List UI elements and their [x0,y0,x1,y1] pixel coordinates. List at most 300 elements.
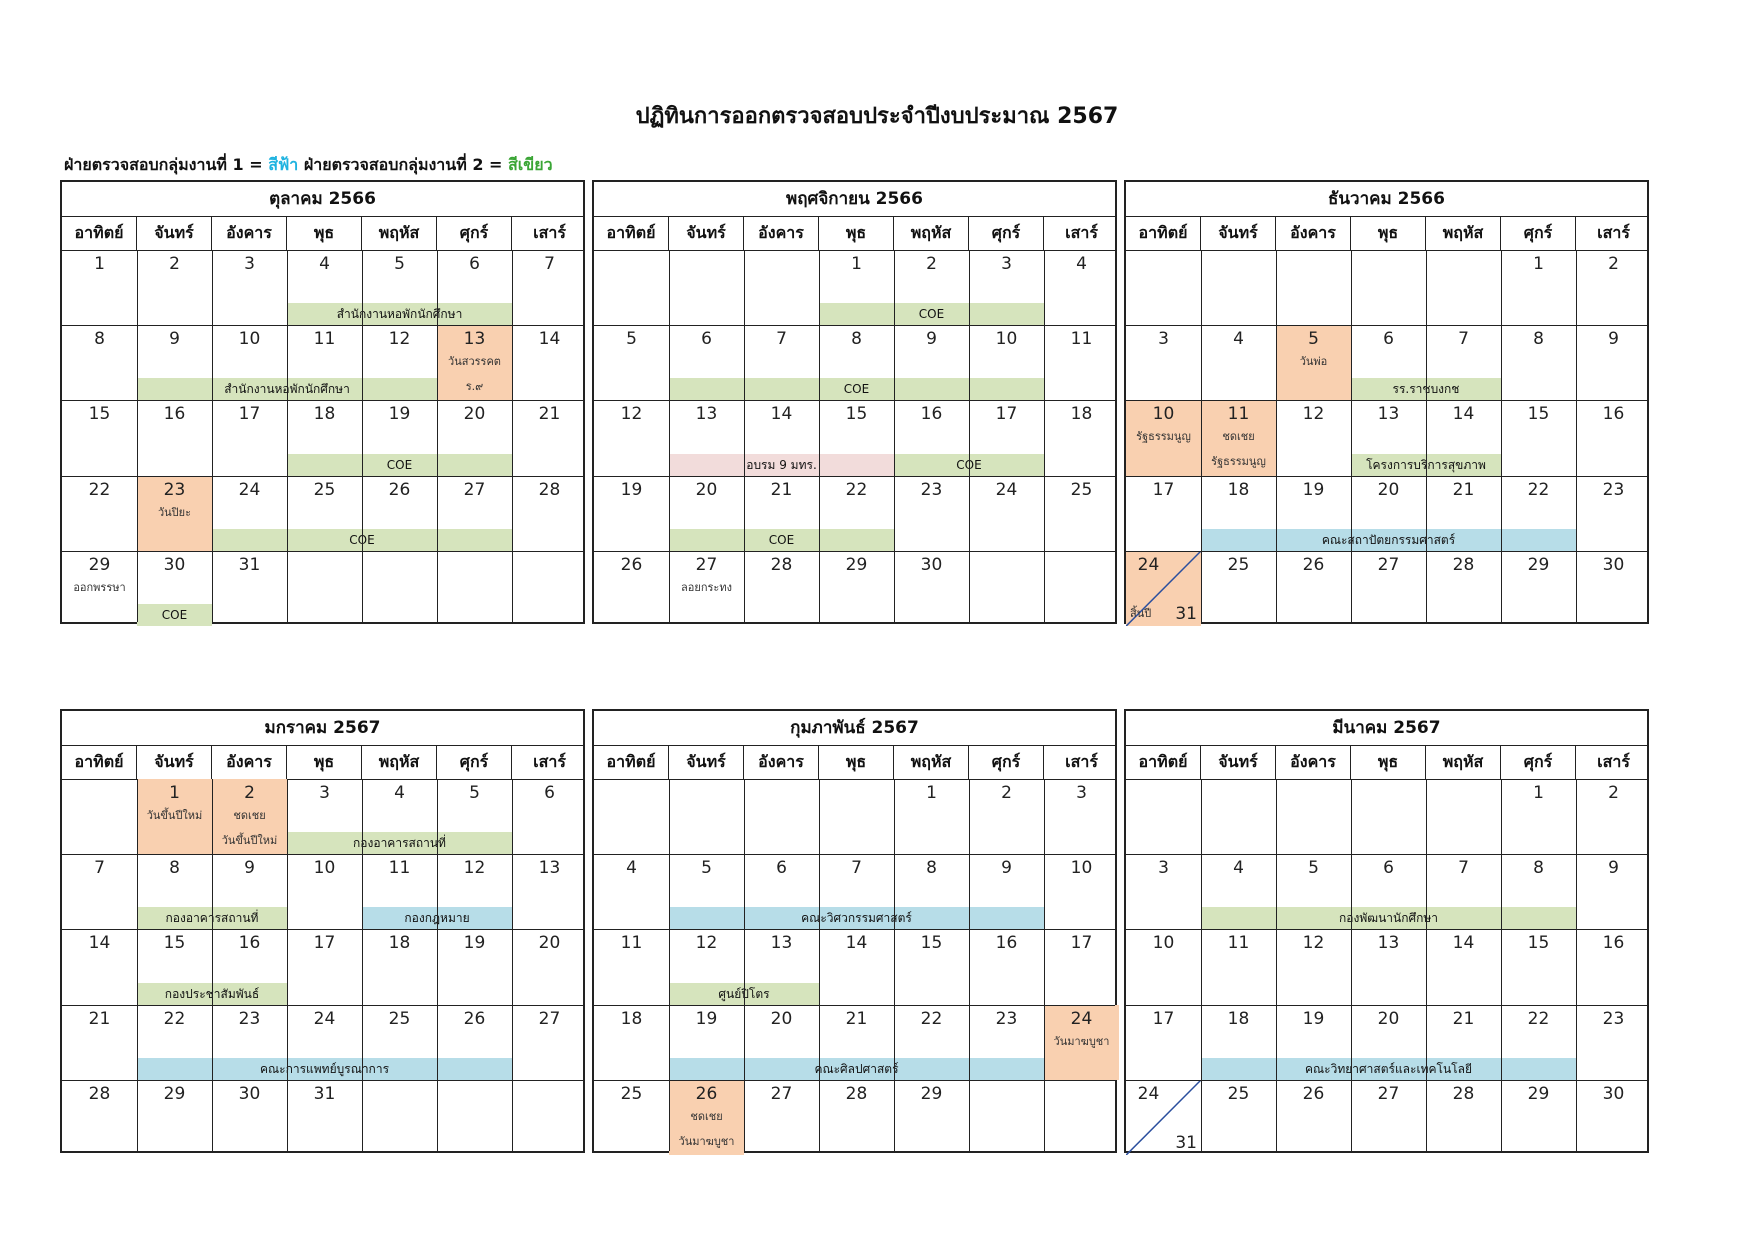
grid-line [62,1080,583,1081]
day-number: 14 [770,404,793,425]
day-cell[interactable] [287,1080,362,1155]
event-bar[interactable]: COE [669,529,894,551]
day-cell[interactable] [594,779,669,854]
day-cell[interactable] [594,325,669,400]
day-cell[interactable] [137,779,212,854]
weekday-label: พุธ [287,216,362,250]
weekday-label: พุธ [1351,745,1426,779]
day-cell[interactable] [1501,325,1576,400]
grid-line [1126,1005,1647,1006]
day-number: 26 [463,1008,486,1029]
day-number: 19 [463,933,486,954]
day-cell[interactable] [1201,551,1276,626]
day-cell[interactable] [1126,779,1201,854]
day-number: 29 [163,1083,186,1104]
day-cell[interactable] [1426,779,1501,854]
day-cell[interactable] [1576,854,1651,929]
day-cell[interactable] [362,929,437,1004]
day-number-secondary: 31 [1175,603,1197,624]
legend-green-label: สีเขียว [508,155,553,174]
day-cell[interactable] [969,551,1044,626]
day-cell[interactable] [894,476,969,551]
day-cell[interactable] [744,1080,819,1155]
day-number: 27 [463,479,486,500]
month-title: กุมภาพันธ์ 2567 [594,711,1115,746]
day-cell[interactable] [1044,476,1119,551]
day-number: 7 [1458,858,1469,879]
event-bar[interactable]: COE [819,303,1044,325]
month-title: มีนาคม 2567 [1126,711,1647,746]
day-cell[interactable] [1276,1080,1351,1155]
grid-line [212,779,213,1151]
day-cell[interactable] [212,551,287,626]
holiday-note: ชดเชย [233,809,266,822]
event-bar[interactable]: คณะวิศวกรรมศาสตร์ [669,907,1044,929]
weekday-label: อาทิตย์ [594,216,669,250]
event-bar[interactable]: คณะศิลปศาสตร์ [669,1058,1044,1080]
day-number: 24 [1137,1083,1160,1104]
day-cell[interactable] [1576,400,1651,475]
day-cell[interactable] [1426,1080,1501,1155]
day-cell[interactable] [1126,1005,1201,1080]
day-cell[interactable] [1426,551,1501,626]
day-number: 22 [1527,1008,1550,1029]
day-number: 24 [313,1008,336,1029]
day-number: 24 [238,479,261,500]
grid-line [669,250,670,622]
event-bar[interactable]: COE [669,378,1044,400]
weekday-header-row [62,216,583,251]
holiday-note: วันพ่อ [1299,355,1328,369]
day-cell[interactable] [1201,250,1276,325]
day-number: 25 [1070,479,1093,500]
event-bar[interactable]: COE [137,604,212,626]
day-cell[interactable] [1044,1005,1119,1080]
day-cell[interactable] [287,929,362,1004]
weekday-label: จันทร์ [669,216,744,250]
day-cell[interactable] [137,400,212,475]
weekday-label: เสาร์ [1065,223,1098,242]
legend-group-2-label: ฝ่ายตรวจสอบกลุ่มงานที่ 2 = [298,155,509,174]
day-cell[interactable] [437,1080,512,1155]
grid-line [62,854,583,855]
grid-line [1126,325,1647,326]
day-number: 24 [1137,554,1160,575]
day-number: 24 [1070,1008,1093,1029]
day-cell[interactable] [1126,551,1201,626]
grid-line [594,854,1115,855]
day-number: 21 [538,404,561,425]
day-cell[interactable] [594,250,669,325]
holiday-note: รัฐธรรมนูญ [1136,430,1191,444]
day-cell[interactable] [1276,779,1351,854]
day-cell[interactable] [1126,929,1201,1004]
day-number: 25 [620,1083,643,1104]
grid-line [1126,1080,1647,1081]
day-cell[interactable] [1501,400,1576,475]
day-number: 15 [920,933,943,954]
day-cell[interactable] [1576,1080,1651,1155]
day-cell[interactable] [287,854,362,929]
day-number: 6 [701,329,712,350]
day-number: 3 [319,783,330,803]
day-cell[interactable] [1576,1005,1651,1080]
event-bar[interactable]: โครงการบริการสุขภาพ [1351,454,1501,476]
day-number-secondary: 31 [1175,1132,1197,1153]
grid-line [62,1005,583,1006]
event-bar[interactable]: คณะวิทยาศาสตร์และเทคโนโลยี [1201,1058,1576,1080]
grid-line [362,779,363,1151]
day-number: 15 [88,404,111,425]
weekday-label: อังคาร [744,216,819,250]
day-cell[interactable] [62,400,137,475]
day-cell[interactable] [512,325,587,400]
day-number: 19 [695,1008,718,1029]
day-number: 18 [1227,1008,1250,1029]
grid-line [669,779,670,1151]
weekday-label: เสาร์ [533,223,566,242]
day-cell[interactable] [1351,551,1426,626]
day-cell[interactable] [137,250,212,325]
holiday-note: วันมาฆบูชา [678,1134,735,1148]
grid-line [62,551,583,552]
day-number: 25 [1227,554,1250,575]
day-number: 4 [626,858,637,879]
day-grid [62,250,583,622]
day-number: 3 [244,254,255,274]
event-bar[interactable]: อบรม 9 มทร. [669,454,894,476]
day-cell[interactable] [1576,325,1651,400]
day-number: 19 [620,479,643,500]
day-cell[interactable] [894,1080,969,1155]
day-cell[interactable] [744,551,819,626]
day-number: 15 [845,404,868,425]
day-cell[interactable] [969,1080,1044,1155]
day-number: 14 [538,329,561,350]
day-number: 14 [1452,933,1475,954]
day-cell[interactable] [819,1080,894,1155]
day-cell[interactable] [62,1080,137,1155]
day-number: 3 [1158,858,1169,879]
day-cell[interactable] [212,1080,287,1155]
day-cell[interactable] [1501,929,1576,1004]
day-cell[interactable] [1576,779,1651,854]
day-cell[interactable] [1351,250,1426,325]
event-bar[interactable]: กองประชาสัมพันธ์ [137,983,287,1005]
event-bar[interactable]: กองอาคารสถานที่ [137,907,287,929]
grid-line [819,779,820,1151]
weekday-label: ศุกร์ [437,745,512,779]
day-cell[interactable] [1276,929,1351,1004]
day-number: 17 [238,404,261,425]
holiday-note: ชดเชย [1222,430,1255,444]
day-cell[interactable] [1126,1080,1201,1155]
day-note: ออกพรรษา [73,580,126,594]
month-calendar [1124,709,1649,1153]
day-cell[interactable] [62,325,137,400]
day-cell[interactable] [1201,779,1276,854]
day-number: 9 [1608,858,1619,879]
day-number: 26 [1302,1083,1325,1104]
day-cell[interactable] [969,476,1044,551]
day-number: 21 [1452,1008,1475,1029]
day-cell[interactable] [594,1005,669,1080]
day-number: 4 [1233,329,1244,350]
day-cell[interactable] [1501,551,1576,626]
day-cell[interactable] [362,1080,437,1155]
grid-line [1426,779,1427,1151]
day-cell[interactable] [437,551,512,626]
day-cell[interactable] [62,250,137,325]
day-number: 25 [1227,1083,1250,1104]
grid-line [744,250,745,622]
day-cell[interactable] [744,250,819,325]
day-number: 26 [695,1083,718,1104]
day-cell[interactable] [594,1080,669,1155]
day-number: 7 [776,329,787,350]
day-cell[interactable] [1576,929,1651,1004]
day-cell[interactable] [1126,400,1201,475]
day-number: 2 [244,783,255,803]
day-cell[interactable] [819,551,894,626]
day-cell[interactable] [1351,1080,1426,1155]
day-cell[interactable] [212,250,287,325]
event-bar[interactable]: คณะการแพทย์บูรณาการ [137,1058,512,1080]
day-cell[interactable] [894,929,969,1004]
day-cell[interactable] [669,779,744,854]
day-number: 12 [463,858,486,879]
day-number: 10 [238,329,261,350]
day-number: 25 [313,479,336,500]
day-cell[interactable] [62,854,137,929]
day-number: 13 [1377,404,1400,425]
day-number: 20 [1377,479,1400,500]
day-cell[interactable] [1044,779,1119,854]
day-number: 7 [94,858,105,879]
weekday-label: เสาร์ [533,752,566,771]
day-cell[interactable] [62,779,137,854]
grid-line [437,250,438,622]
grid-line [362,250,363,622]
day-cell[interactable] [744,779,819,854]
day-number: 6 [1383,858,1394,879]
day-number: 9 [1608,329,1619,350]
weekday-label: อาทิตย์ [62,216,137,250]
day-cell[interactable] [969,929,1044,1004]
grid-line [1126,551,1647,552]
day-cell[interactable] [512,476,587,551]
day-cell[interactable] [1044,1080,1119,1155]
day-number: 11 [1227,933,1250,954]
day-cell[interactable] [1426,250,1501,325]
day-cell[interactable] [1576,551,1651,626]
grid-line [894,779,895,1151]
day-number: 20 [770,1008,793,1029]
grid-line [1501,250,1502,622]
day-cell[interactable] [512,779,587,854]
day-number: 9 [926,329,937,350]
event-bar[interactable]: COE [894,454,1044,476]
day-cell[interactable] [1576,250,1651,325]
day-number: 4 [1076,254,1087,274]
day-cell[interactable] [894,779,969,854]
day-cell[interactable] [1044,325,1119,400]
day-number: 27 [1377,554,1400,575]
day-cell[interactable] [1276,250,1351,325]
day-cell[interactable] [819,779,894,854]
day-number: 28 [1452,1083,1475,1104]
day-number: 18 [1227,479,1250,500]
weekday-label: พุธ [819,216,894,250]
day-number: 11 [313,329,336,350]
day-cell[interactable] [594,551,669,626]
grid-line [212,250,213,622]
day-cell[interactable] [1126,476,1201,551]
day-number: 16 [1602,404,1625,425]
event-bar[interactable]: สำนักงานหอพักนักศึกษา [287,303,512,325]
weekday-header-row [1126,745,1647,780]
day-number: 23 [995,1008,1018,1029]
day-number: 9 [169,329,180,350]
day-cell[interactable] [1201,325,1276,400]
weekday-label: ศุกร์ [969,745,1044,779]
day-cell[interactable] [1501,1080,1576,1155]
day-cell[interactable] [669,1080,744,1155]
day-number: 16 [238,933,261,954]
day-cell[interactable] [512,400,587,475]
day-cell[interactable] [1126,325,1201,400]
day-number: 17 [1152,479,1175,500]
day-cell[interactable] [62,551,137,626]
day-cell[interactable] [1501,779,1576,854]
day-cell[interactable] [512,929,587,1004]
day-cell[interactable] [1044,250,1119,325]
day-cell[interactable] [62,1005,137,1080]
day-number: 16 [995,933,1018,954]
day-cell[interactable] [1044,854,1119,929]
day-cell[interactable] [1501,250,1576,325]
day-grid [1126,779,1647,1151]
day-cell[interactable] [1276,400,1351,475]
day-cell[interactable] [212,779,287,854]
day-cell[interactable] [62,929,137,1004]
event-bar[interactable]: COE [212,529,512,551]
day-cell[interactable] [1044,551,1119,626]
grid-line [1276,779,1277,1151]
weekday-label: อังคาร [1276,216,1351,250]
day-cell[interactable] [1201,929,1276,1004]
day-cell[interactable] [512,1005,587,1080]
event-bar[interactable]: สำนักงานหอพักนักศึกษา [137,378,437,400]
day-number: 7 [1458,329,1469,350]
event-bar[interactable]: กองพัฒนานักศึกษา [1201,907,1576,929]
day-cell[interactable] [894,551,969,626]
day-cell[interactable] [1351,779,1426,854]
day-cell[interactable] [594,854,669,929]
event-bar[interactable]: กองอาคารสถานที่ [287,832,512,854]
day-cell[interactable] [969,779,1044,854]
day-number: 6 [469,254,480,274]
day-cell[interactable] [594,400,669,475]
day-cell[interactable] [1276,325,1351,400]
day-grid [1126,250,1647,622]
day-number: 12 [695,933,718,954]
grid-line [287,779,288,1151]
grid-line [969,779,970,1151]
day-number: 31 [238,554,261,575]
day-number: 2 [1001,783,1012,803]
day-cell[interactable] [594,476,669,551]
day-cell[interactable] [1201,400,1276,475]
day-cell[interactable] [512,1080,587,1155]
day-cell[interactable] [1426,929,1501,1004]
day-cell[interactable] [1351,929,1426,1004]
day-cell[interactable] [594,929,669,1004]
day-number: 23 [1602,1008,1625,1029]
day-cell[interactable] [512,551,587,626]
day-number: 10 [313,858,336,879]
day-cell[interactable] [512,250,587,325]
day-cell[interactable] [1126,854,1201,929]
day-number: 10 [1152,404,1175,425]
day-cell[interactable] [137,476,212,551]
day-cell[interactable] [1276,551,1351,626]
holiday-note: วันขึ้นปีใหม่ [221,834,278,847]
day-cell[interactable] [62,476,137,551]
day-cell[interactable] [437,929,512,1004]
day-number: 27 [695,554,718,575]
event-bar[interactable]: ศูนย์ปิโตร [669,983,819,1005]
day-cell[interactable] [669,551,744,626]
day-number: 8 [926,858,937,879]
day-cell[interactable] [512,854,587,929]
day-number: 3 [1076,783,1087,803]
event-bar[interactable]: COE [287,454,512,476]
event-bar[interactable]: รร.ราชบงกช [1351,378,1501,400]
grid-line [1351,250,1352,622]
day-cell[interactable] [1126,250,1201,325]
day-cell[interactable] [137,1080,212,1155]
day-number: 4 [1233,858,1244,879]
day-cell[interactable] [287,551,362,626]
day-number: 9 [1001,858,1012,879]
event-bar[interactable]: คณะสถาปัตยกรรมศาสตร์ [1201,529,1576,551]
event-bar[interactable]: กองกฎหมาย [362,907,512,929]
day-cell[interactable] [1201,1080,1276,1155]
day-number: 22 [845,479,868,500]
day-number: 20 [538,933,561,954]
day-number: 1 [1533,783,1544,803]
day-number: 14 [845,933,868,954]
weekday-label: พุธ [819,745,894,779]
day-number: 11 [1070,329,1093,350]
day-cell[interactable] [212,400,287,475]
day-number: 11 [388,858,411,879]
day-cell[interactable] [669,250,744,325]
day-cell[interactable] [1576,476,1651,551]
month-calendar [60,180,585,624]
day-cell[interactable] [437,325,512,400]
day-cell[interactable] [1044,929,1119,1004]
day-cell[interactable] [819,929,894,1004]
day-number: 2 [926,254,937,274]
grid-line [62,325,583,326]
grid-line [1351,779,1352,1151]
day-cell[interactable] [362,551,437,626]
grid-line [594,476,1115,477]
day-cell[interactable] [1044,400,1119,475]
day-number: 1 [926,783,937,803]
